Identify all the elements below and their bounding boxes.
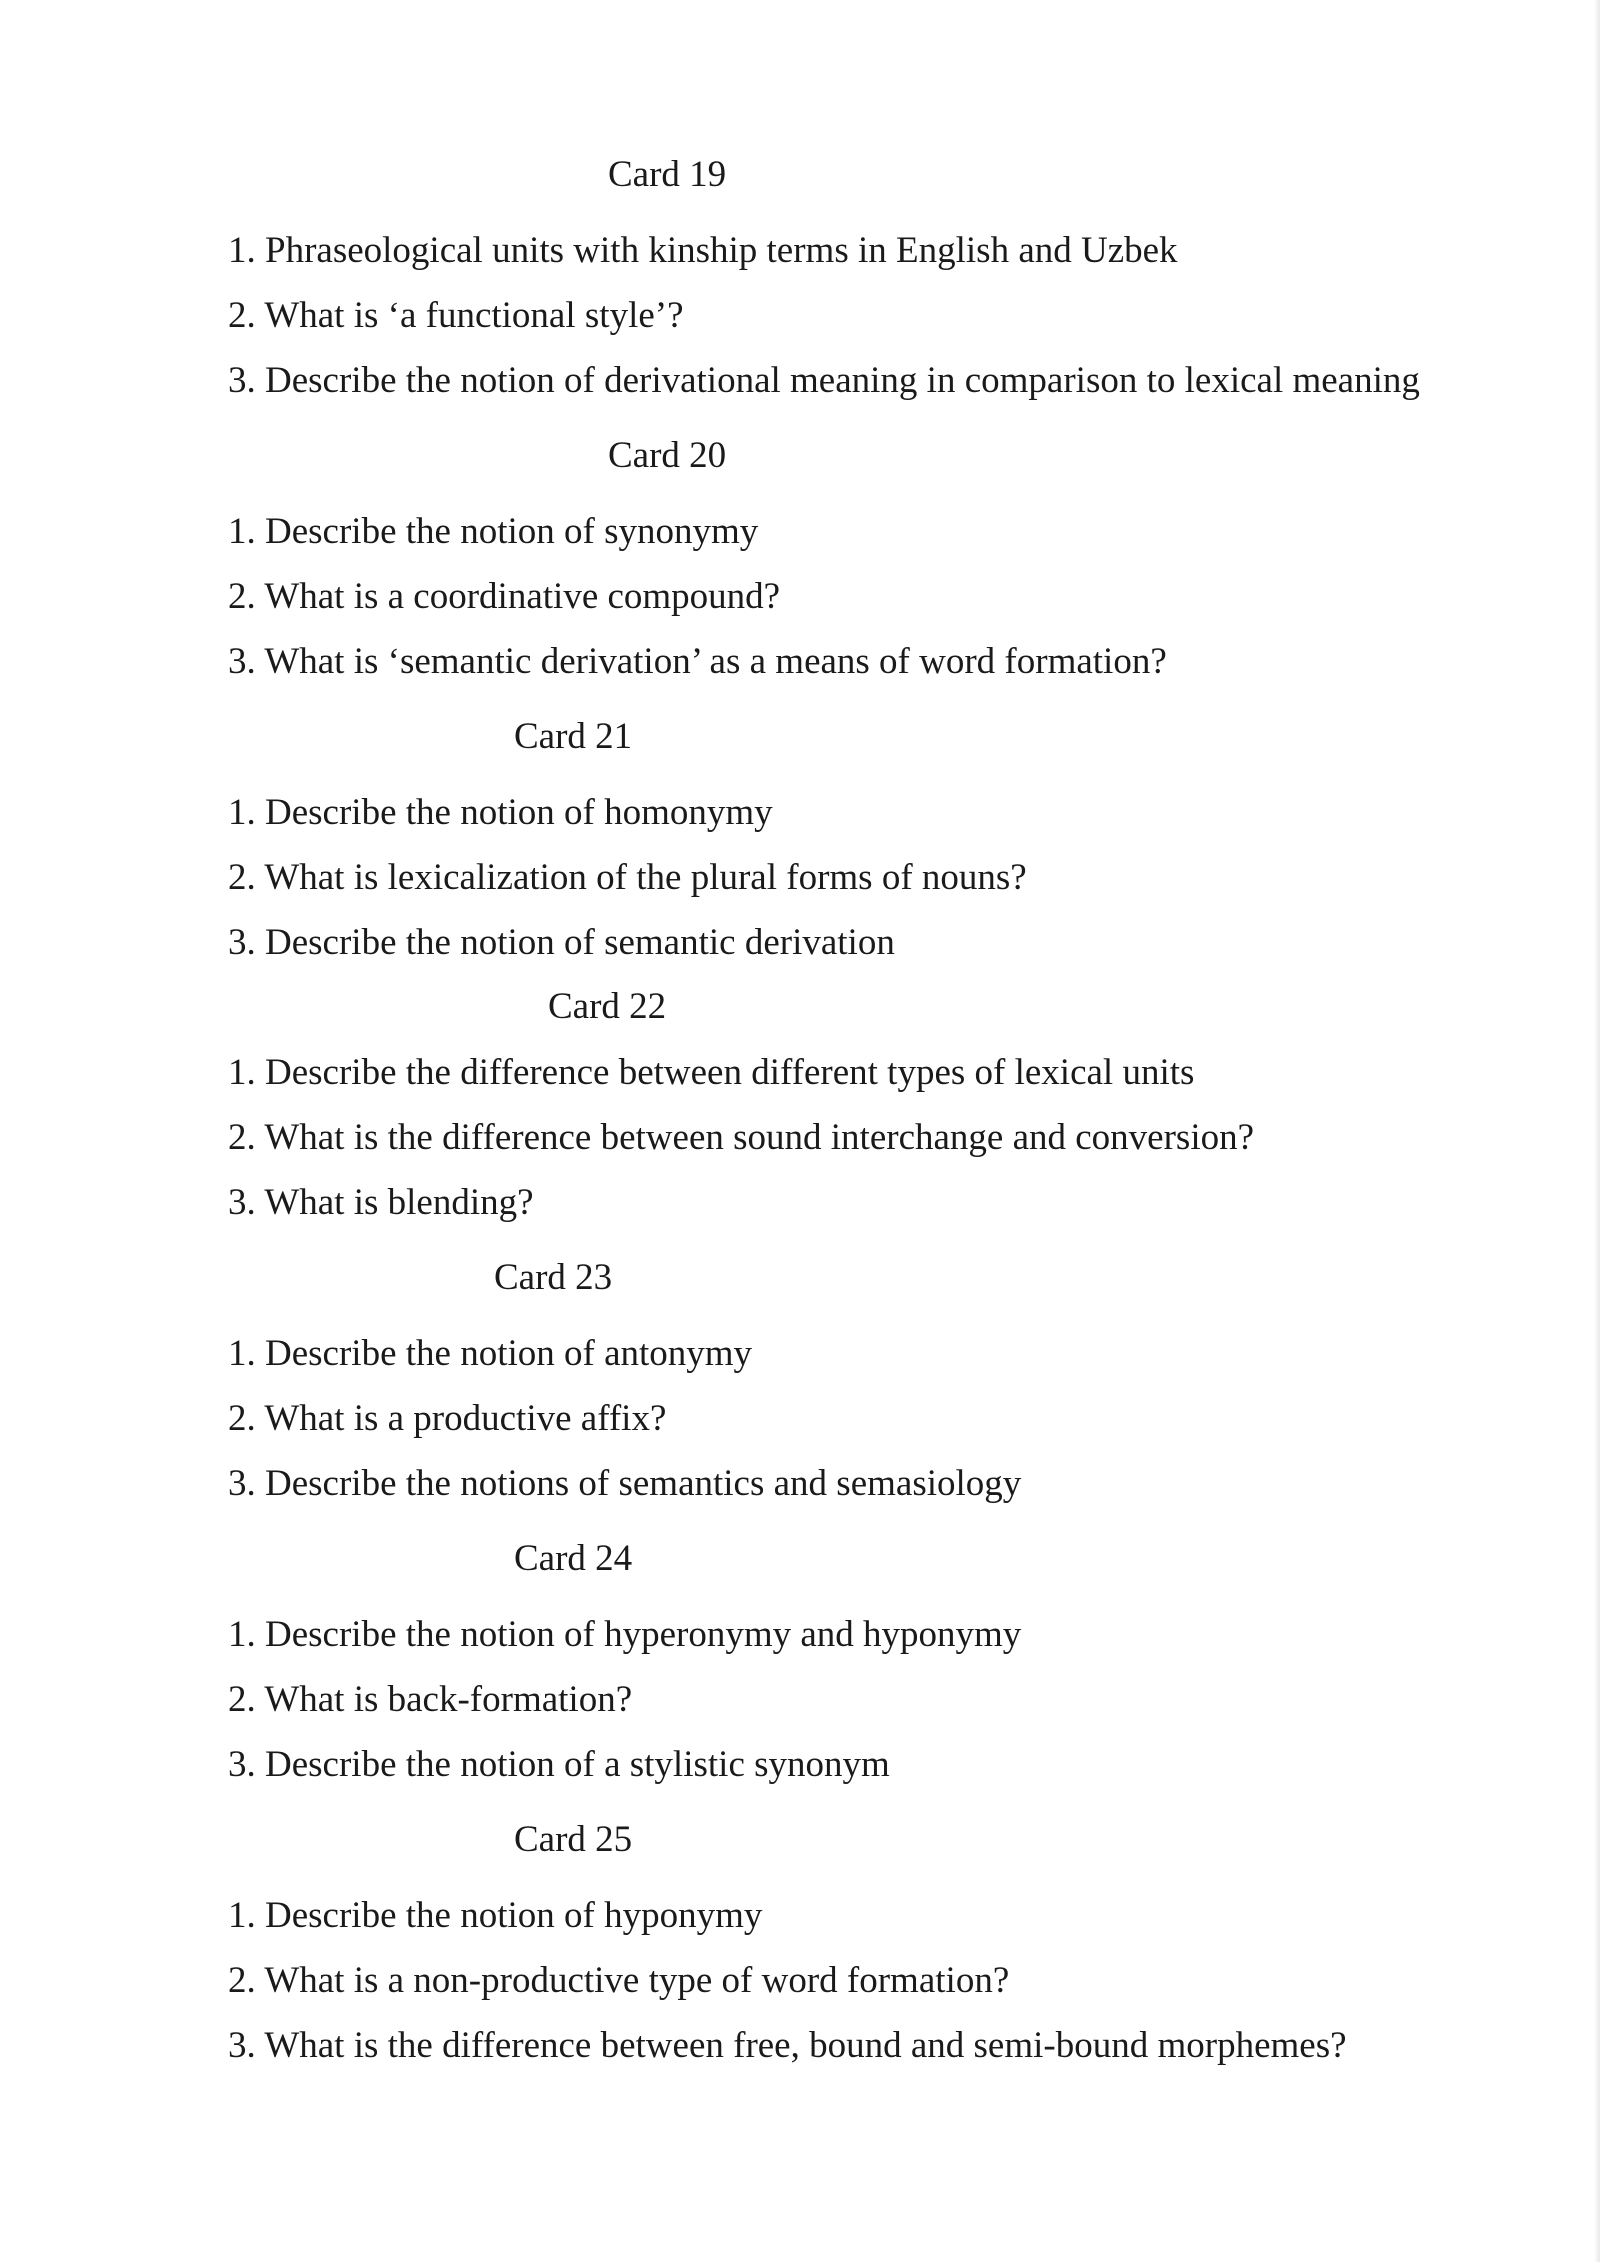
question-2: 2. What is ‘a functional style’? bbox=[228, 295, 684, 336]
question-3: 3. What is blending? bbox=[228, 1182, 534, 1223]
question-2: 2. What is a non-productive type of word formation? bbox=[228, 1960, 1010, 2001]
question-2: 2. What is a coordinative compound? bbox=[228, 576, 781, 617]
question-1: 1. Describe the notion of homonymy bbox=[228, 792, 773, 833]
question-2: 2. What is the difference between sound interchange and conversion? bbox=[228, 1117, 1255, 1158]
card-title: Card 23 bbox=[494, 1257, 613, 1298]
question-1: 1. Phraseological units with kinship terms in English and Uzbek bbox=[228, 230, 1178, 271]
question-1: 1. Describe the notion of antonymy bbox=[228, 1333, 753, 1374]
question-1: 1. Describe the notion of synonymy bbox=[228, 511, 759, 552]
card-title: Card 19 bbox=[608, 154, 727, 195]
question-2: 2. What is back-formation? bbox=[228, 1679, 633, 1720]
question-3: 3. Describe the notion of a stylistic synonym bbox=[228, 1744, 890, 1785]
question-3: 3. What is the difference between free, bound and semi-bound morphemes? bbox=[228, 2025, 1347, 2066]
question-3: 3. Describe the notion of semantic derivation bbox=[228, 922, 895, 963]
question-1: 1. Describe the notion of hyponymy bbox=[228, 1895, 763, 1936]
question-2: 2. What is a productive affix? bbox=[228, 1398, 667, 1439]
question-3: 3. What is ‘semantic derivation’ as a means of word formation? bbox=[228, 641, 1167, 682]
card-title: Card 21 bbox=[514, 716, 633, 757]
question-3: 3. Describe the notion of derivational meaning in comparison to lexical meaning bbox=[228, 360, 1420, 401]
card-title: Card 24 bbox=[514, 1538, 633, 1579]
card-title: Card 22 bbox=[548, 986, 667, 1027]
card-title: Card 20 bbox=[608, 435, 727, 476]
question-2: 2. What is lexicalization of the plural forms of nouns? bbox=[228, 857, 1027, 898]
question-1: 1. Describe the notion of hyperonymy and hyponymy bbox=[228, 1614, 1022, 1655]
question-1: 1. Describe the difference between different types of lexical units bbox=[228, 1052, 1195, 1093]
question-3: 3. Describe the notions of semantics and semasiology bbox=[228, 1463, 1022, 1504]
card-title: Card 25 bbox=[514, 1819, 633, 1860]
page-edge-shadow bbox=[1594, 0, 1600, 2262]
